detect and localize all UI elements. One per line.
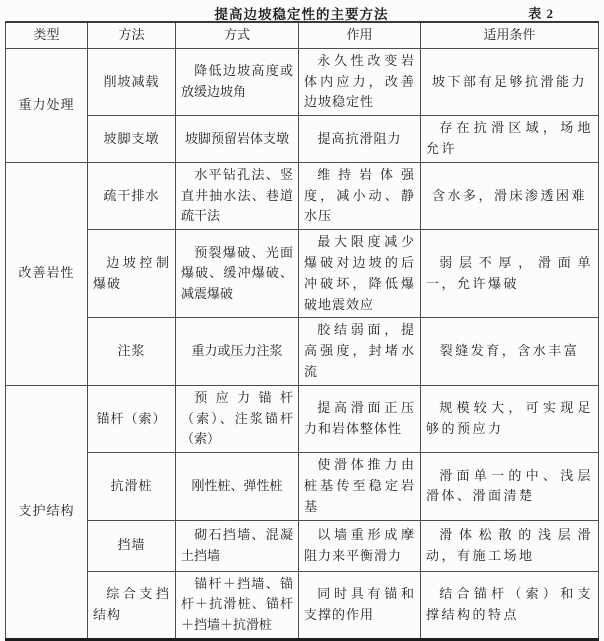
cell-text: 坡脚预留岩体支墩 xyxy=(184,130,289,146)
cell-text: 抗滑桩 xyxy=(110,477,153,493)
cell-text: 边坡控制爆破 xyxy=(93,254,170,291)
cell-text: 削坡减载 xyxy=(103,73,160,89)
mode-cell xyxy=(176,318,299,385)
effect-cell xyxy=(299,162,421,229)
cell-text: 锚杆＋挡墙、锚杆＋抗滑桩、锚杆＋挡墙＋抗滑桩 xyxy=(181,575,293,633)
mode-cell xyxy=(176,453,299,520)
mode-cell xyxy=(176,385,299,452)
cell-text: 挡墙 xyxy=(117,537,146,553)
cell-text: 同时具有锚和支撑的作用 xyxy=(304,585,415,622)
cell-text: 支护结构 xyxy=(18,503,75,519)
table-row xyxy=(6,48,599,115)
type-cell-rock-improvement xyxy=(6,162,88,385)
header-text: 方式 xyxy=(223,27,250,42)
cell-text: 使滑体推力由桩基传至稳定岩基 xyxy=(304,457,415,514)
cell-text: 滑面单一的中、浅层滑体、滑面清楚 xyxy=(426,467,593,504)
method-cell xyxy=(88,385,176,452)
table-row xyxy=(6,453,599,520)
cell-text: 胶结弱面，提高强度，封堵水流 xyxy=(304,322,415,379)
conditions-cell xyxy=(421,385,599,452)
cell-text: 最大限度减少爆破对边坡的后冲破坏，降低爆破地震效应 xyxy=(304,234,415,312)
cell-text: 预应力锚杆（索）、注浆锚杆（索） xyxy=(181,389,293,447)
cell-text: 结合锚杆（索）和支撑结构的特点 xyxy=(426,585,593,622)
conditions-cell xyxy=(421,520,599,571)
effect-cell xyxy=(299,230,421,318)
col-header-type xyxy=(6,22,88,48)
cell-text: 砌石挡墙、混凝土挡墙 xyxy=(181,526,293,563)
title-bar xyxy=(5,0,598,21)
table-row xyxy=(6,318,599,385)
method-cell xyxy=(88,230,176,318)
table-row xyxy=(6,385,599,452)
cell-text: 维持岩体强度，减小动、静水压 xyxy=(304,166,415,224)
cell-text: 永久性改变岩体内应力，改善边坡稳定性 xyxy=(304,52,415,110)
cell-text: 坡下部有足够抗滑能力 xyxy=(431,73,587,89)
cell-text: 刚性桩、弹性桩 xyxy=(191,477,283,493)
method-cell xyxy=(88,318,176,385)
mode-cell xyxy=(176,162,299,229)
conditions-cell xyxy=(421,571,599,639)
cell-text: 预裂爆破、光面爆破、缓冲爆破、减震爆破 xyxy=(181,244,293,302)
header-text: 作用 xyxy=(346,27,373,42)
method-cell xyxy=(88,453,176,520)
effect-cell xyxy=(299,48,421,115)
cell-text: 提高抗滑阻力 xyxy=(317,130,402,146)
cell-text: 重力或压力注浆 xyxy=(191,343,283,359)
col-header-mode xyxy=(176,22,299,48)
table-row xyxy=(6,162,599,229)
header-text: 方法 xyxy=(118,27,145,42)
table-row xyxy=(6,116,599,163)
mode-cell xyxy=(176,230,299,318)
cell-text: 重力处理 xyxy=(18,96,75,112)
mode-cell xyxy=(176,520,299,571)
cell-text: 降低边坡高度或放缓边坡角 xyxy=(181,63,293,99)
page-title: 提高边坡稳定性的主要方法 xyxy=(214,7,389,22)
table-row xyxy=(6,520,599,571)
conditions-cell xyxy=(421,162,599,229)
cell-text: 规模较大，可实现足够的预应力 xyxy=(426,400,593,436)
effect-cell xyxy=(299,453,421,520)
method-cell xyxy=(88,520,176,571)
conditions-cell xyxy=(421,116,599,163)
col-header-conditions xyxy=(421,22,599,48)
cell-text: 存在抗滑区域，场地允许 xyxy=(426,120,593,156)
effect-cell xyxy=(299,571,421,639)
cell-text: 疏干排水 xyxy=(103,187,160,203)
conditions-cell xyxy=(421,230,599,318)
method-cell xyxy=(88,162,176,229)
effect-cell xyxy=(299,116,421,163)
col-header-method xyxy=(88,22,176,48)
table-row xyxy=(6,230,599,318)
cell-text: 裂缝发育，含水丰富 xyxy=(439,343,580,359)
conditions-cell xyxy=(421,453,599,520)
type-cell-gravity xyxy=(6,48,88,162)
cell-text: 弱层不厚，滑面单一，允许爆破 xyxy=(426,254,593,291)
cell-text: 改善岩性 xyxy=(18,265,75,281)
cell-text: 锚杆（索） xyxy=(96,410,167,426)
method-cell xyxy=(88,571,176,639)
table-number-label: 表 2 xyxy=(528,6,554,21)
conditions-cell xyxy=(421,48,599,115)
cell-text: 滑体松散的浅层滑动，有施工场地 xyxy=(426,526,593,563)
effect-cell xyxy=(299,318,421,385)
type-cell-support-structure xyxy=(6,385,88,639)
slope-methods-table xyxy=(5,21,599,641)
header-row xyxy=(6,22,599,48)
method-cell xyxy=(88,48,176,115)
cell-text: 水平钻孔法、竖直井抽水法、巷道疏干法 xyxy=(181,166,293,224)
cell-text: 坡脚支墩 xyxy=(103,130,160,146)
cell-text: 以墙重形成摩阻力来平衡滑力 xyxy=(304,526,415,563)
effect-cell xyxy=(299,385,421,452)
header-text: 类型 xyxy=(33,27,60,42)
col-header-effect xyxy=(299,22,421,48)
mode-cell xyxy=(176,48,299,115)
cell-text: 注浆 xyxy=(117,343,146,359)
table-row xyxy=(6,571,599,639)
cell-text: 提高滑面正压力和岩体整体性 xyxy=(304,400,415,436)
mode-cell xyxy=(176,116,299,163)
method-cell xyxy=(88,116,176,163)
mode-cell xyxy=(176,571,299,639)
effect-cell xyxy=(299,520,421,571)
conditions-cell xyxy=(421,318,599,385)
cell-text: 含水多，滑床渗透困难 xyxy=(431,187,587,203)
header-text: 适用条件 xyxy=(483,27,536,42)
cell-text: 综合支挡结构 xyxy=(93,585,170,622)
